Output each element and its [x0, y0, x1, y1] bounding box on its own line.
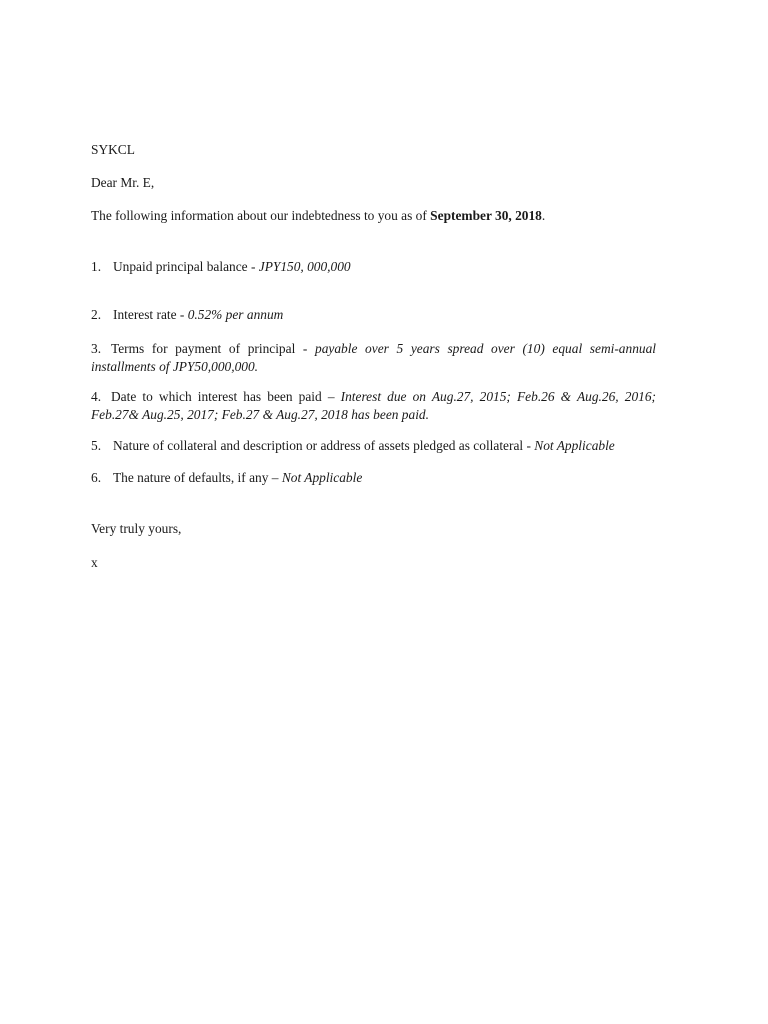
list-item-value: 0.52% per annum: [187, 307, 284, 322]
closing: Very truly yours,: [91, 521, 182, 536]
list-item-value: payable over 5 years spread over (10) equal semi-annual installments of JPY50,000,000.: [91, 341, 657, 374]
intro-date: September 30, 2018: [430, 208, 542, 223]
list-item-2: [91, 306, 656, 324]
list-item-label: The nature of defaults, if any –: [113, 470, 282, 485]
list-item-label: Date to which interest has been paid –: [111, 389, 341, 404]
list-item-4: [91, 388, 656, 424]
list-item-number: 3.: [91, 341, 102, 356]
list-item-1: [91, 258, 656, 276]
list-item-label: Terms for payment of principal -: [111, 341, 316, 356]
list-item-5: [91, 437, 656, 455]
salutation: Dear Mr. E,: [91, 175, 155, 190]
intro-prefix: The following information about our indebtedness to you as of: [91, 208, 431, 223]
list-item-number: 2.: [91, 307, 102, 322]
signature-mark: x: [91, 555, 98, 570]
list-item-6: [91, 469, 656, 487]
list-item-label: Unpaid principal balance -: [113, 259, 259, 274]
list-item-number: 6.: [91, 470, 102, 485]
list-item-number: 1.: [91, 259, 102, 274]
list-item-value: Not Applicable: [281, 470, 363, 485]
list-item-value: JPY150, 000,000: [258, 259, 351, 274]
intro-suffix: .: [541, 208, 546, 223]
list-item-value: Not Applicable: [534, 438, 615, 453]
list-item-3: [91, 340, 656, 376]
intro-paragraph: [91, 207, 656, 225]
list-item-label: Nature of collateral and description or address of assets pledged as collateral -: [113, 438, 535, 453]
list-item-value: Interest due on Aug.27, 2015; Feb.26 & Aug.26, 2016; Feb.27& Aug.25, 2017; Feb.27 & Aug.27, 2018 has been paid.: [91, 389, 656, 422]
addressee-company: SYKCL: [91, 142, 135, 157]
list-item-number: 4.: [91, 389, 102, 404]
list-item-number: 5.: [91, 438, 102, 453]
list-item-label: Interest rate -: [113, 307, 188, 322]
